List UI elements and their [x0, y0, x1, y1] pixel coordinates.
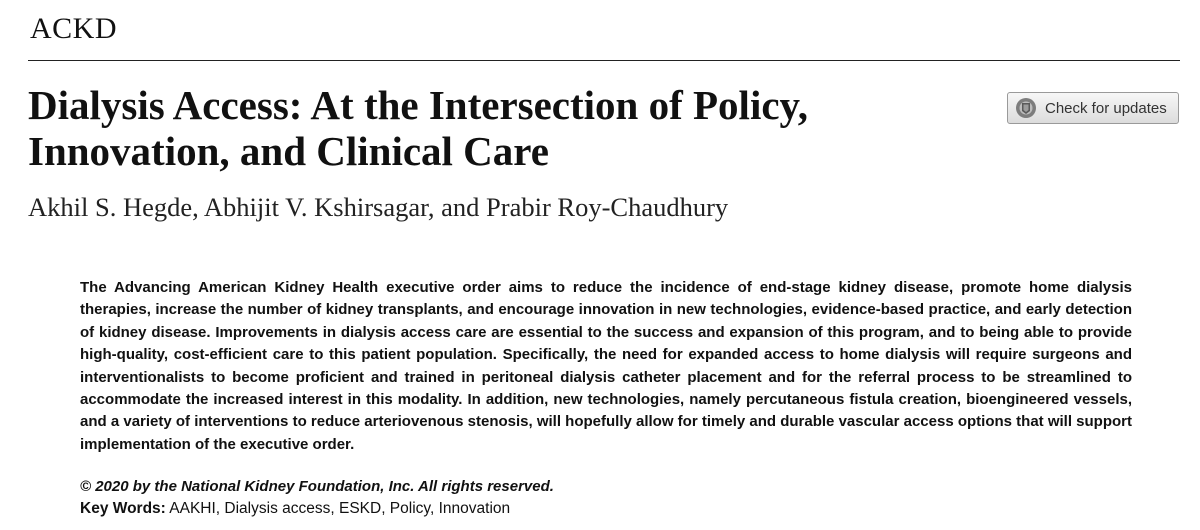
- check-for-updates-label: Check for updates: [1045, 99, 1167, 117]
- author-list: Akhil S. Hegde, Abhijit V. Kshirsagar, and Prabir Roy-Chaudhury: [28, 192, 729, 222]
- journal-name: ACKD: [30, 12, 118, 45]
- article-title: Dialysis Access: At the Intersection of Policy, Innovation, and Clinical Care: [28, 82, 809, 174]
- keywords-line: [80, 500, 510, 518]
- crossmark-icon: [1015, 97, 1037, 119]
- header-divider: [28, 60, 1180, 61]
- check-for-updates-button[interactable]: [1007, 92, 1179, 124]
- keywords-list: AAKHI, Dialysis access, ESKD, Policy, Innovation: [169, 500, 511, 517]
- keywords-label: Key Words:: [80, 500, 166, 517]
- copyright-notice: © 2020 by the National Kidney Foundation, Inc. All rights reserved.: [80, 478, 554, 495]
- abstract: The Advancing American Kidney Health executive order aims to reduce the incidence of end-stage kidney disease, promote home dialysis therapies, increase the number of kidney transplants, and encourage innovation in new technologies, evidence-based practice, and early detection of kidney disease. Improvements in dialysis access care are essential to the success and expansion of this program, and to being able to provide high-quality, cost-efficient care to this patient population. Specifically, the need for expanded access to home dialysis will require surgeons and interventionalists to become proficient and trained in peritoneal dialysis catheter placement and for the referral process to be streamlined to accommodate the increased interest in this modality. In addition, new technologies, namely percutaneous fistula creation, bioengineered vessels, and a variety of interventions to reduce arteriovenous stenosis, will hopefully allow for timely and durable vascular access options that will support implementation of the executive order.: [80, 279, 1132, 453]
